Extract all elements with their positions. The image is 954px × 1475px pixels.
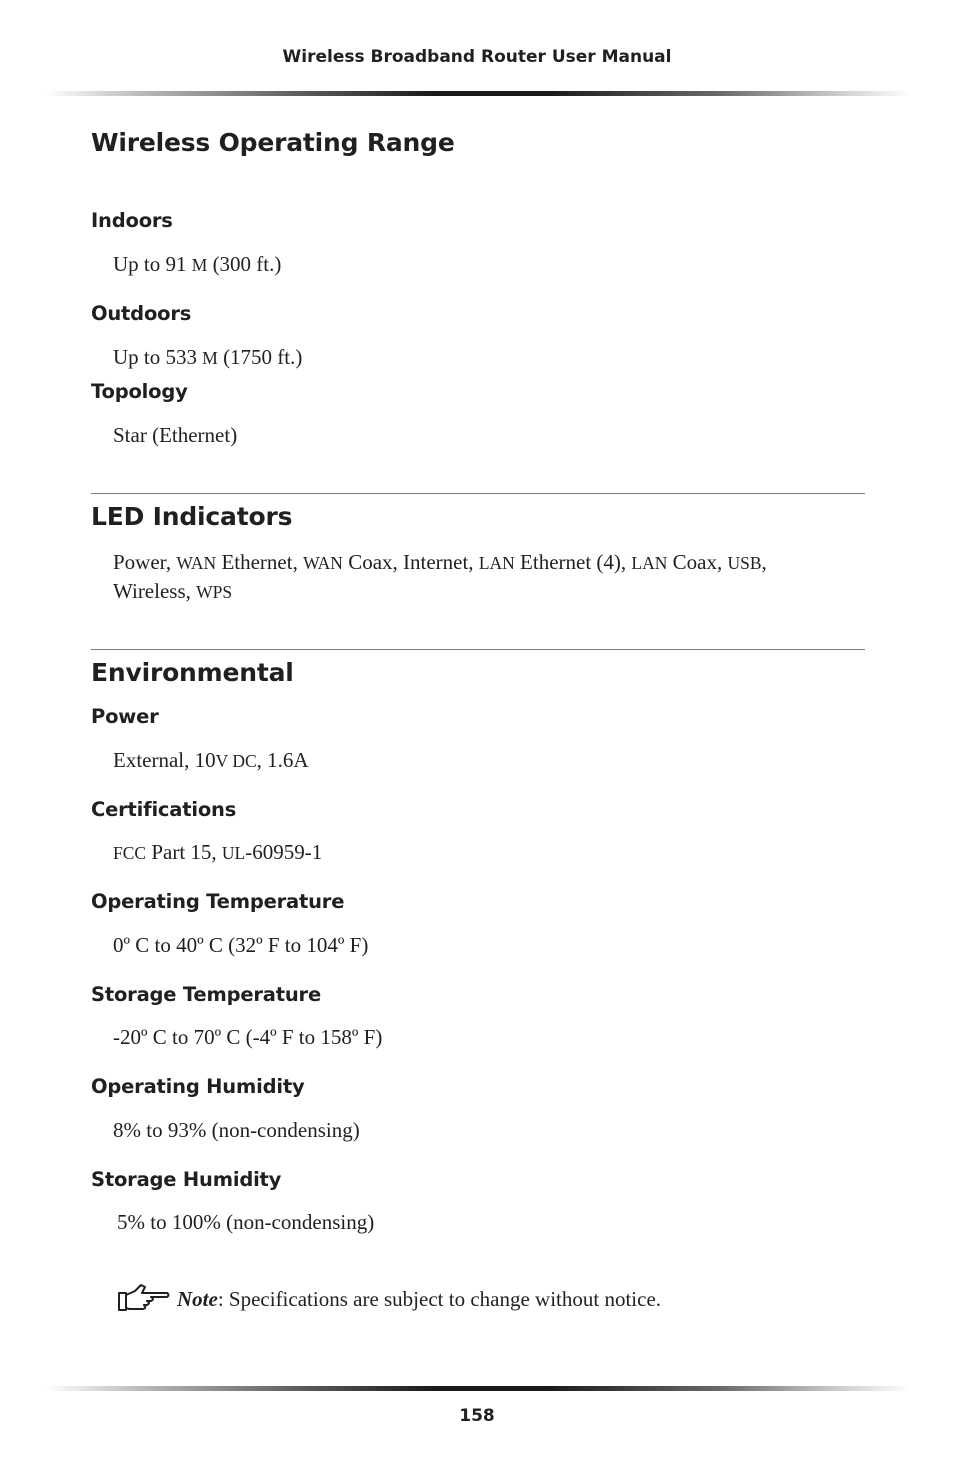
label-indoors: Indoors [91,209,173,232]
value-operating-temperature: 0º C to 40º C (32º F to 104º F) [113,933,369,957]
value-outdoors: Up to 533 M (1750 ft.) [113,345,303,369]
section-divider [91,493,865,494]
value-topology: Star (Ethernet) [113,423,238,447]
section-divider [91,649,865,650]
label-storage-temperature: Storage Temperature [91,983,321,1006]
header-divider [45,91,911,96]
value-operating-humidity: 8% to 93% (non-condensing) [113,1118,360,1142]
value-certifications: FCC Part 15, UL-60959-1 [113,840,323,864]
section-title-environmental: Environmental [91,658,294,687]
label-certifications: Certifications [91,798,237,821]
label-operating-temperature: Operating Temperature [91,890,345,913]
label-operating-humidity: Operating Humidity [91,1075,305,1098]
value-power: External, 10V DC, 1.6A [113,748,309,772]
section-title-range: Wireless Operating Range [91,128,455,157]
value-storage-humidity: 5% to 100% (non-condensing) [117,1210,375,1234]
value-storage-temperature: -20º C to 70º C (-4º F to 158º F) [113,1025,383,1049]
footer-divider [45,1386,911,1391]
label-storage-humidity: Storage Humidity [91,1168,282,1191]
label-topology: Topology [91,380,188,403]
label-outdoors: Outdoors [91,302,192,325]
section-title-led: LED Indicators [91,502,293,531]
note: Note: Specifications are subject to change without notice. [117,1281,661,1317]
pointing-hand-icon [117,1281,171,1317]
value-indoors: Up to 91 M (300 ft.) [113,252,282,276]
led-list-line-1: Power, WAN Ethernet, WAN Coax, Internet, LAN Ethernet (4), LAN Coax, USB, [113,550,767,574]
label-power: Power [91,705,159,728]
led-list-line-2: Wireless, WPS [113,579,233,603]
page-number: 158 [459,1406,495,1426]
running-header: Wireless Broadband Router User Manual [282,47,672,67]
